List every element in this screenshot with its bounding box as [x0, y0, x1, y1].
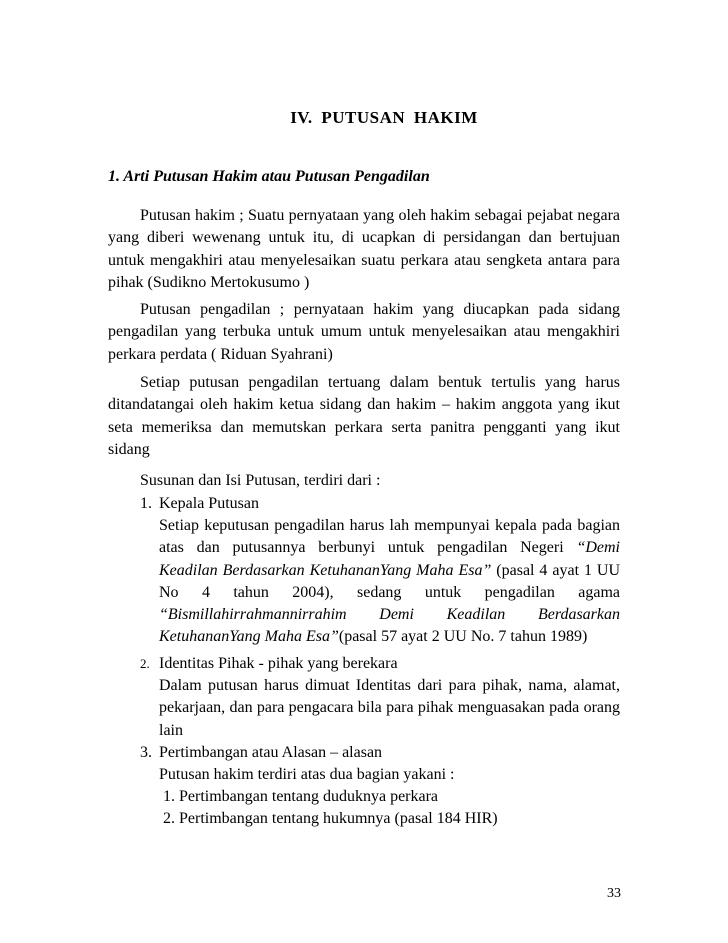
- list-item-identitas-pihak: [140, 653, 620, 742]
- list-item-title-text: Pertimbangan atau Alasan – alasan: [159, 744, 383, 761]
- paragraph-setiap-putusan: Setiap putusan pengadilan tertuang dalam bentuk tertulis yang harus ditandatangai oleh hakim ketua sidang dan hakim – hakim anggota yang ikut seta memeriksa dan memutskan perkara serta panitra pengganti yang ikut sidang: [108, 374, 620, 458]
- list-item-title-text: Identitas Pihak - pihak yang berekara: [159, 655, 398, 672]
- list-item-title: [140, 653, 620, 675]
- list-item-body: [159, 515, 620, 649]
- list-item-title: [140, 493, 620, 515]
- paragraph-putusan-hakim: Putusan hakim ; Suatu pernyataan yang oleh hakim sebagai pejabat negara yang diberi wewenang untuk itu, di ucapkan di persidangan dan bertujuan untuk mengakhiri atau menyelesaikan suatu perkara atau sengketa antara para pihak (Sudikno Mertokusumo ): [108, 207, 620, 291]
- list-item-pertimbangan: [140, 742, 620, 830]
- list-item-title-text: Kepala Putusan: [159, 495, 259, 512]
- list-item-title: [140, 742, 620, 764]
- list-item-number: 3.: [140, 744, 152, 761]
- chapter-title: IV. PUTUSAN HAKIM: [290, 108, 478, 127]
- sub-list-item: 1. Pertimbangan tentang duduknya perkara: [163, 788, 439, 806]
- list-item-body: Dalam putusan harus dimuat Identitas dari para pihak, nama, alamat, pekarjaan, dan para pengacara bila para pihak menguasakan pada orang lain: [159, 677, 620, 739]
- list-item-number: 1.: [140, 495, 152, 512]
- list-item-number: 2.: [140, 656, 150, 671]
- body-italic-quote: “Demi Keadilan Berdasarkan KetuhananYang Maha Esa”: [159, 539, 620, 579]
- susunan-intro: Susunan dan Isi Putusan, terdiri dari :: [140, 472, 381, 489]
- list-item-kepala-putusan: [140, 493, 620, 649]
- body-text: (pasal 57 ayat 2 UU No. 7 tahun 1989): [338, 628, 588, 646]
- section-heading: 1. Arti Putusan Hakim atau Putusan Pengadilan: [108, 168, 430, 185]
- list-item-body: Putusan hakim terdiri atas dua bagian yakani :: [159, 766, 455, 783]
- paragraph-putusan-pengadilan: Putusan pengadilan ; pernyataan hakim yang diucapkan pada sidang pengadilan yang terbuka untuk umum untuk menyelesaikan atau mengakhiri perkara perdata ( Riduan Syahrani): [108, 301, 620, 363]
- body-text: (pasal 4 ayat 1 UU No 4 tahun 2004), sedang untuk pengadilan agama: [159, 561, 620, 601]
- sub-list: [163, 786, 620, 830]
- sub-list-item: 2. Pertimbangan tentang hukumnya (pasal 184 HIR): [163, 810, 498, 828]
- body-italic-quote: “Bismillahirrahmannirrahim Demi Keadilan Berdasarkan KetuhananYang Maha Esa”: [159, 606, 620, 646]
- body-text: Setiap keputusan pengadilan harus lah mempunyai kepala pada bagian atas dan putusannya berbunyi untuk pengadilan Negeri: [159, 517, 620, 557]
- page-number: 33: [607, 886, 621, 901]
